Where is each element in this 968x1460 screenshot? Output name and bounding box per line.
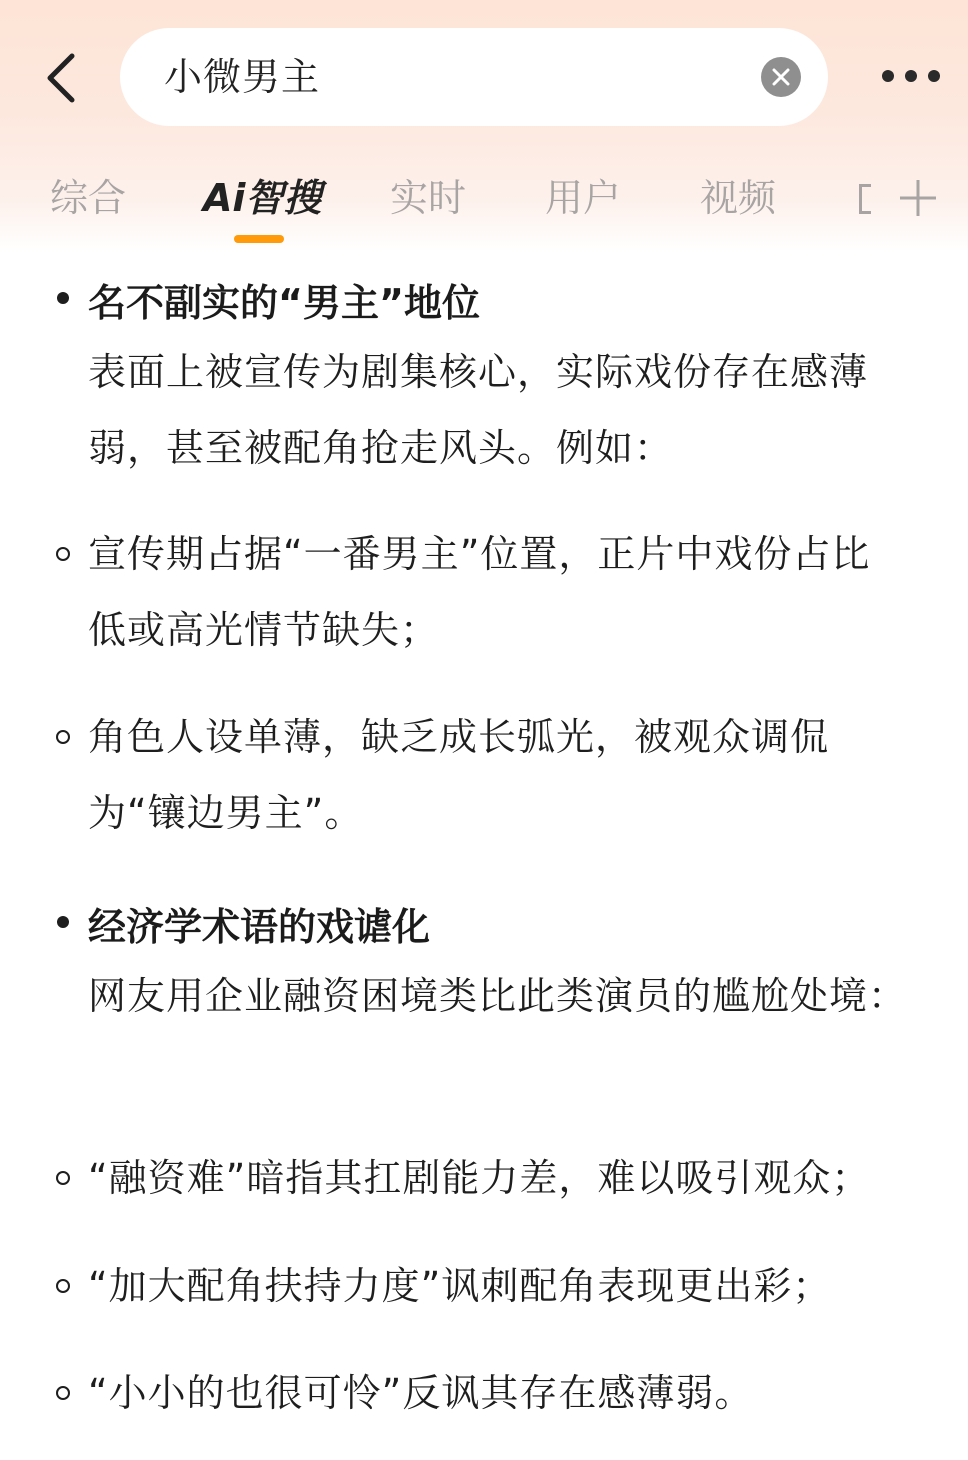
tab-videos[interactable]: 视频	[700, 176, 777, 220]
search-input[interactable]: 小微男主	[164, 55, 321, 99]
tab-users[interactable]: 用户	[545, 176, 622, 220]
more-icon-dot	[928, 70, 940, 82]
tab-ai-search[interactable]: Ai智搜	[203, 176, 322, 220]
bullet-ring	[56, 1279, 70, 1293]
more-icon	[882, 70, 894, 82]
back-button[interactable]	[38, 46, 88, 110]
more-button[interactable]	[876, 66, 946, 88]
section-body: 表面上被宣传为剧集核心，实际戏份存在感薄弱，甚至被配角抢走风头。例如：	[88, 350, 869, 470]
add-tab-button[interactable]	[898, 178, 938, 218]
section-body: 网友用企业融资困境类比此类演员的尴尬处境：	[88, 974, 908, 1018]
active-tab-indicator	[234, 235, 284, 243]
tab-comprehensive[interactable]: 综合	[50, 176, 127, 220]
list-item: “融资难”暗指其扛剧能力差，难以吸引观众；	[88, 1156, 871, 1200]
more-icon-dot	[905, 70, 917, 82]
tab-realtime[interactable]: 实时	[390, 176, 467, 220]
bullet-dot	[57, 916, 69, 928]
bullet-dot	[57, 292, 69, 304]
close-icon	[772, 68, 790, 86]
chevron-left-icon	[38, 46, 88, 110]
tab-partial-clipped[interactable]	[856, 170, 874, 226]
list-item: 宣传期占据“一番男主”位置，正片中戏份占比低或高光情节缺失；	[88, 532, 871, 652]
ai-answer-content	[0, 252, 968, 1460]
list-item: “加大配角扶持力度”讽刺配角表现更出彩；	[88, 1264, 832, 1308]
tab-bar	[0, 160, 968, 250]
partial-tab-glyph	[856, 170, 874, 226]
bullet-ring	[56, 1386, 70, 1400]
bullet-ring	[56, 1171, 70, 1185]
bullet-ring	[56, 730, 70, 744]
list-item: “小小的也很可怜”反讽其存在感薄弱。	[88, 1371, 754, 1415]
bullet-ring	[56, 547, 70, 561]
section-title: 名不副实的“男主”地位	[88, 281, 480, 325]
search-box[interactable]	[120, 28, 828, 126]
list-item: 角色人设单薄，缺乏成长弧光，被观众调侃为“镶边男主”。	[88, 715, 830, 835]
section-title: 经济学术语的戏谑化	[88, 905, 431, 949]
search-header	[0, 0, 968, 252]
plus-icon	[898, 178, 938, 218]
clear-search-button[interactable]	[761, 57, 801, 97]
